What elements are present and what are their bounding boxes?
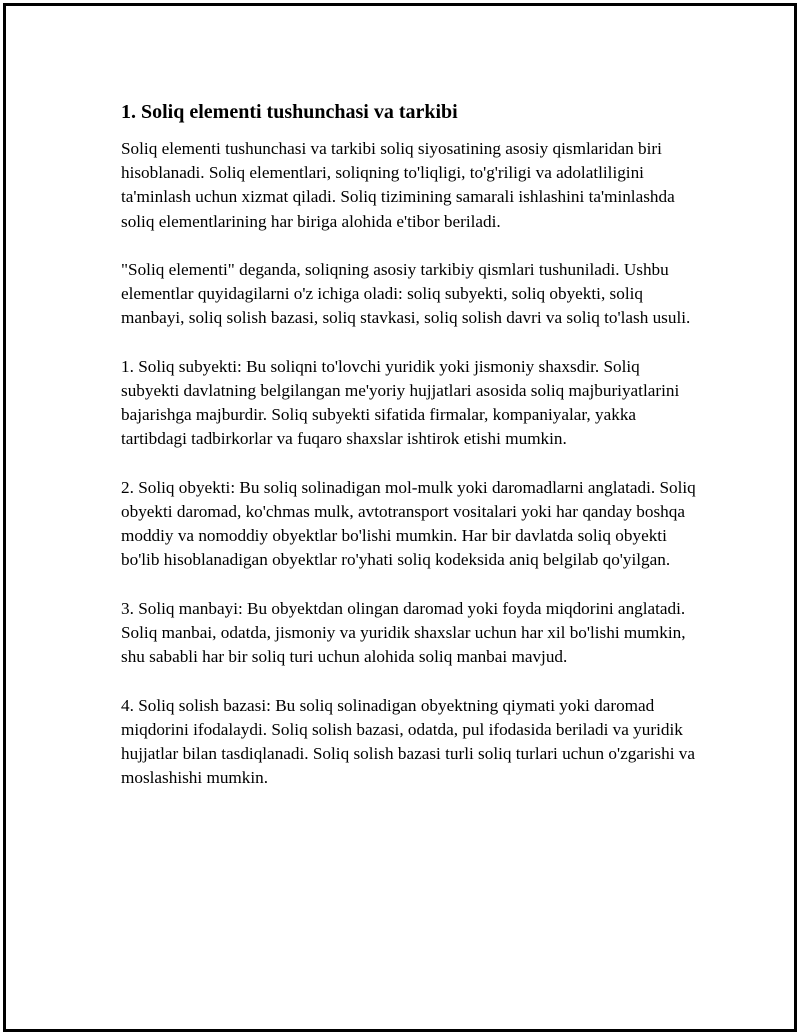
page-border	[3, 3, 797, 1032]
paragraph-tax-object: 2. Soliq obyekti: Bu soliq solinadigan mol-mulk yoki daromadlarni anglatadi. Soliq obyekti daromad, ko'chmas mulk, avtotransport vositalari yoki har qanday boshqa moddiy va nomoddiy obyektlar bo'lishi mumkin. Har bir davlatda soliq obyekti bo'lib hisoblanadigan obyektlar ro'yhati soliq kodeksida aniq belgilab qo'yilgan.	[121, 477, 696, 570]
section-heading: 1. Soliq elementi tushunchasi va tarkibi	[121, 101, 458, 123]
paragraph-tax-subject: 1. Soliq subyekti: Bu soliqni to'lovchi yuridik yoki jismoniy shaxsdir. Soliq subyekti davlatning belgilangan me'yoriy hujjatlari asosida soliq majburiyatlarini bajarishga majburdir. Soliq subyekti sifatida firmalar, kompaniyalar, yakka tartibdagi tadbirkorlar va fuqaro shaxslar ishtirok etishi mumkin.	[121, 356, 680, 449]
paragraph-tax-base: 4. Soliq solish bazasi: Bu soliq solinadigan obyektning qiymati yoki daromad miqdorini ifodalaydi. Soliq solish bazasi, odatda, pul ifodasida beriladi va yuridik hujjatlar bilan tasdiqlanadi. Soliq solish bazasi turli soliq turlari uchun o'zgarishi va moslashishi mumkin.	[121, 695, 695, 788]
paragraph-tax-source: 3. Soliq manbayi: Bu obyektdan olingan daromad yoki foyda miqdorini anglatadi. Soliq manbai, odatda, jismoniy va yuridik shaxslar uchun har xil bo'lishi mumkin, shu sababli har bir soliq turi uchun alohida soliq manbai mavjud.	[121, 598, 686, 667]
document-body	[121, 100, 696, 815]
paragraph-definition: "Soliq elementi" deganda, soliqning asosiy tarkibiy qismlari tushuniladi. Ushbu elementlar quyidagilarni o'z ichiga oladi: soliq subyekti, soliq obyekti, soliq manbayi, soliq solish bazasi, soliq stavkasi, soliq solish davri va soliq to'lash usuli.	[121, 260, 691, 328]
paragraph-intro: Soliq elementi tushunchasi va tarkibi soliq siyosatining asosiy qismlaridan biri hisoblanadi. Soliq elementlari, soliqning to'liqligi, to'g'riligi va adolatliligini ta'minlash uchun xizmat qiladi. Soliq tizimining samarali ishlashini ta'minlashda soliq elementlarining har biriga alohida e'tibor beriladi.	[121, 139, 675, 231]
